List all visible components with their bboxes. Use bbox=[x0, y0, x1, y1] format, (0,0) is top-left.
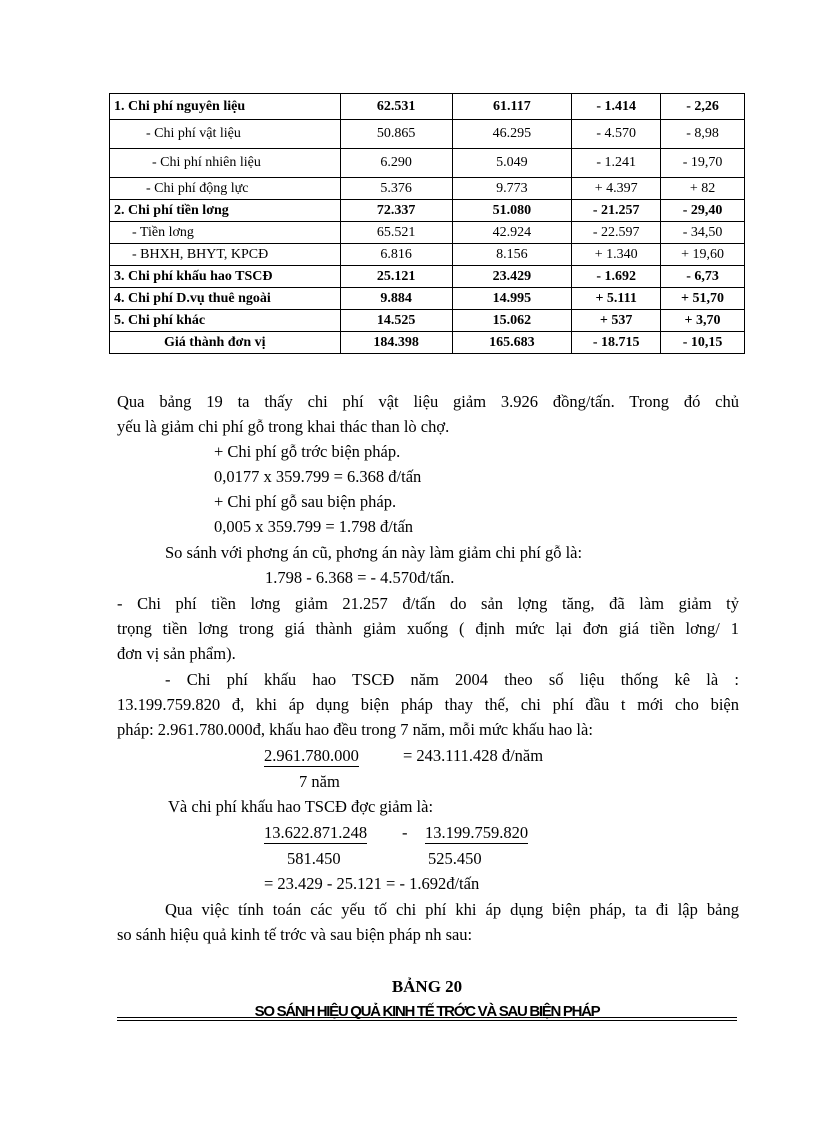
cost-difference-value: + 4.397 bbox=[572, 178, 661, 200]
cost-item-label: Giá thành đơn vị bbox=[110, 332, 341, 354]
table-row bbox=[110, 222, 745, 244]
table-row bbox=[110, 149, 745, 178]
cost-percent-value: - 29,40 bbox=[661, 200, 745, 222]
cost-item-label: - BHXH, BHYT, KPCĐ bbox=[110, 244, 341, 266]
fraction-2-numerator-a-text: 13.622.871.248 bbox=[264, 823, 368, 842]
cost-before-value: 184.398 bbox=[340, 332, 452, 354]
cost-difference-value: - 1.414 bbox=[572, 94, 661, 120]
cost-table-body bbox=[110, 94, 745, 354]
title-rule-bottom bbox=[117, 1020, 737, 1021]
fraction-1-denominator: 7 năm bbox=[299, 772, 340, 791]
cost-before-value: 62.531 bbox=[340, 94, 452, 120]
cost-percent-value: + 82 bbox=[661, 178, 745, 200]
fraction-2-numerator-a bbox=[264, 823, 367, 843]
cost-item-label: - Chi phí nhiên liệu bbox=[110, 149, 341, 178]
cost-before-value: 65.521 bbox=[340, 222, 452, 244]
cost-after-value: 23.429 bbox=[452, 266, 572, 288]
cost-before-value: 25.121 bbox=[340, 266, 452, 288]
cost-difference-value: - 1.692 bbox=[572, 266, 661, 288]
fraction-2-numerator-b-text: 13.199.759.820 bbox=[425, 823, 529, 842]
cost-percent-value: - 19,70 bbox=[661, 149, 745, 178]
paragraph-6-line-2: so sánh hiệu quả kinh tế trớc và sau biện pháp nh sau: bbox=[117, 925, 473, 944]
cost-before-value: 72.337 bbox=[340, 200, 452, 222]
table-20-subtitle: SO SÁNH HIỆU QUẢ KINH TẾ TRỚC VÀ SAU BIỆN PHÁP bbox=[254, 1003, 600, 1020]
cost-difference-value: + 5.111 bbox=[572, 288, 661, 310]
fraction-2-denominator-a: 581.450 bbox=[287, 849, 341, 868]
fraction-2-numerator-b bbox=[425, 823, 528, 843]
cost-difference-value: + 537 bbox=[572, 310, 661, 332]
cost-difference-value: + 1.340 bbox=[572, 244, 661, 266]
cost-item-label: - Chi phí động lực bbox=[110, 178, 341, 200]
cost-difference-value: - 22.597 bbox=[572, 222, 661, 244]
paragraph-6-line-1: Qua việc tính toán các yếu tố chi phí khi áp dụng biện pháp, ta đi lập bảng bbox=[165, 900, 739, 919]
table-row bbox=[110, 244, 745, 266]
cost-difference-value: - 1.241 bbox=[572, 149, 661, 178]
paragraph-3-line-3: đơn vị sản phẩm). bbox=[117, 644, 236, 663]
table-20-title: BẢNG 20 bbox=[391, 977, 463, 996]
cost-before-value: 6.290 bbox=[340, 149, 452, 178]
paragraph-4-line-1: - Chi phí khấu hao TSCĐ năm 2004 theo số liệu thống kê là : bbox=[165, 670, 739, 689]
formula-difference: 1.798 - 6.368 = - 4.570đ/tấn. bbox=[265, 568, 455, 587]
cost-after-value: 42.924 bbox=[452, 222, 572, 244]
cost-item-label: 4. Chi phí D.vụ thuê ngoài bbox=[110, 288, 341, 310]
table-row bbox=[110, 266, 745, 288]
cost-percent-value: - 2,26 bbox=[661, 94, 745, 120]
paragraph-1-line-1: Qua bảng 19 ta thấy chi phí vật liệu giảm 3.926 đồng/tấn. Trong đó chủ bbox=[117, 392, 739, 411]
cost-item-label: 1. Chi phí nguyên liệu bbox=[110, 94, 341, 120]
cost-after-value: 8.156 bbox=[452, 244, 572, 266]
cost-difference-value: - 4.570 bbox=[572, 120, 661, 149]
cost-percent-value: - 34,50 bbox=[661, 222, 745, 244]
formula-before: 0,0177 x 359.799 = 6.368 đ/tấn bbox=[214, 467, 422, 486]
formula-depreciation-result: = 23.429 - 25.121 = - 1.692đ/tấn bbox=[264, 874, 480, 893]
cost-percent-value: + 19,60 bbox=[661, 244, 745, 266]
bullet-wood-cost-before: + Chi phí gỗ trớc biện pháp. bbox=[214, 442, 401, 461]
cost-after-value: 15.062 bbox=[452, 310, 572, 332]
paragraph-2: So sánh với phơng án cũ, phơng án này làm giảm chi phí gỗ là: bbox=[165, 543, 583, 562]
cost-percent-value: - 8,98 bbox=[661, 120, 745, 149]
cost-before-value: 6.816 bbox=[340, 244, 452, 266]
fraction-2-minus: - bbox=[402, 823, 408, 842]
cost-after-value: 61.117 bbox=[452, 94, 572, 120]
table-row bbox=[110, 94, 745, 120]
paragraph-1-line-2: yếu là giảm chi phí gỗ trong khai thác than lò chợ. bbox=[117, 417, 450, 436]
cost-item-label: - Tiền lơng bbox=[110, 222, 341, 244]
cost-after-value: 5.049 bbox=[452, 149, 572, 178]
cost-item-label: 2. Chi phí tiền lơng bbox=[110, 200, 341, 222]
cost-before-value: 14.525 bbox=[340, 310, 452, 332]
cost-after-value: 46.295 bbox=[452, 120, 572, 149]
table-row bbox=[110, 120, 745, 149]
cost-item-label: 3. Chi phí khấu hao TSCĐ bbox=[110, 266, 341, 288]
paragraph-4-line-3: pháp: 2.961.780.000đ, khấu hao đều trong 7 năm, mỗi mức khấu hao là: bbox=[117, 720, 593, 739]
cost-after-value: 51.080 bbox=[452, 200, 572, 222]
cost-item-label: - Chi phí vật liệu bbox=[110, 120, 341, 149]
table-row bbox=[110, 310, 745, 332]
fraction-2-denominator-b: 525.450 bbox=[428, 849, 482, 868]
cost-before-value: 50.865 bbox=[340, 120, 452, 149]
fraction-1-numerator bbox=[264, 746, 359, 766]
cost-after-value: 9.773 bbox=[452, 178, 572, 200]
cost-difference-value: - 21.257 bbox=[572, 200, 661, 222]
cost-after-value: 165.683 bbox=[452, 332, 572, 354]
table-row bbox=[110, 178, 745, 200]
cost-percent-value: - 10,15 bbox=[661, 332, 745, 354]
table-row bbox=[110, 200, 745, 222]
bullet-wood-cost-after: + Chi phí gỗ sau biện pháp. bbox=[214, 492, 397, 511]
table-row bbox=[110, 288, 745, 310]
cost-before-value: 5.376 bbox=[340, 178, 452, 200]
paragraph-5: Và chi phí khấu hao TSCĐ đợc giảm là: bbox=[168, 797, 434, 816]
formula-after: 0,005 x 359.799 = 1.798 đ/tấn bbox=[214, 517, 414, 536]
title-rule-top bbox=[117, 1017, 737, 1018]
cost-percent-value: + 3,70 bbox=[661, 310, 745, 332]
cost-before-value: 9.884 bbox=[340, 288, 452, 310]
cost-comparison-table bbox=[109, 93, 745, 354]
cost-after-value: 14.995 bbox=[452, 288, 572, 310]
cost-item-label: 5. Chi phí khác bbox=[110, 310, 341, 332]
paragraph-3-line-2: trọng tiền lơng trong giá thành giảm xuống ( định mức lại đơn giá tiền lơng/ 1 bbox=[117, 619, 739, 638]
paragraph-4-line-2: 13.199.759.820 đ, khi áp dụng biện pháp thay thế, chi phí đầu t mới cho biện bbox=[117, 695, 739, 714]
fraction-1-result: = 243.111.428 đ/năm bbox=[403, 746, 544, 765]
cost-difference-value: - 18.715 bbox=[572, 332, 661, 354]
cost-percent-value: + 51,70 bbox=[661, 288, 745, 310]
paragraph-3-line-1: - Chi phí tiền lơng giảm 21.257 đ/tấn do sản lợng tăng, đã làm giảm tỷ bbox=[117, 594, 739, 613]
fraction-1-numerator-text: 2.961.780.000 bbox=[264, 746, 359, 765]
cost-percent-value: - 6,73 bbox=[661, 266, 745, 288]
table-row bbox=[110, 332, 745, 354]
